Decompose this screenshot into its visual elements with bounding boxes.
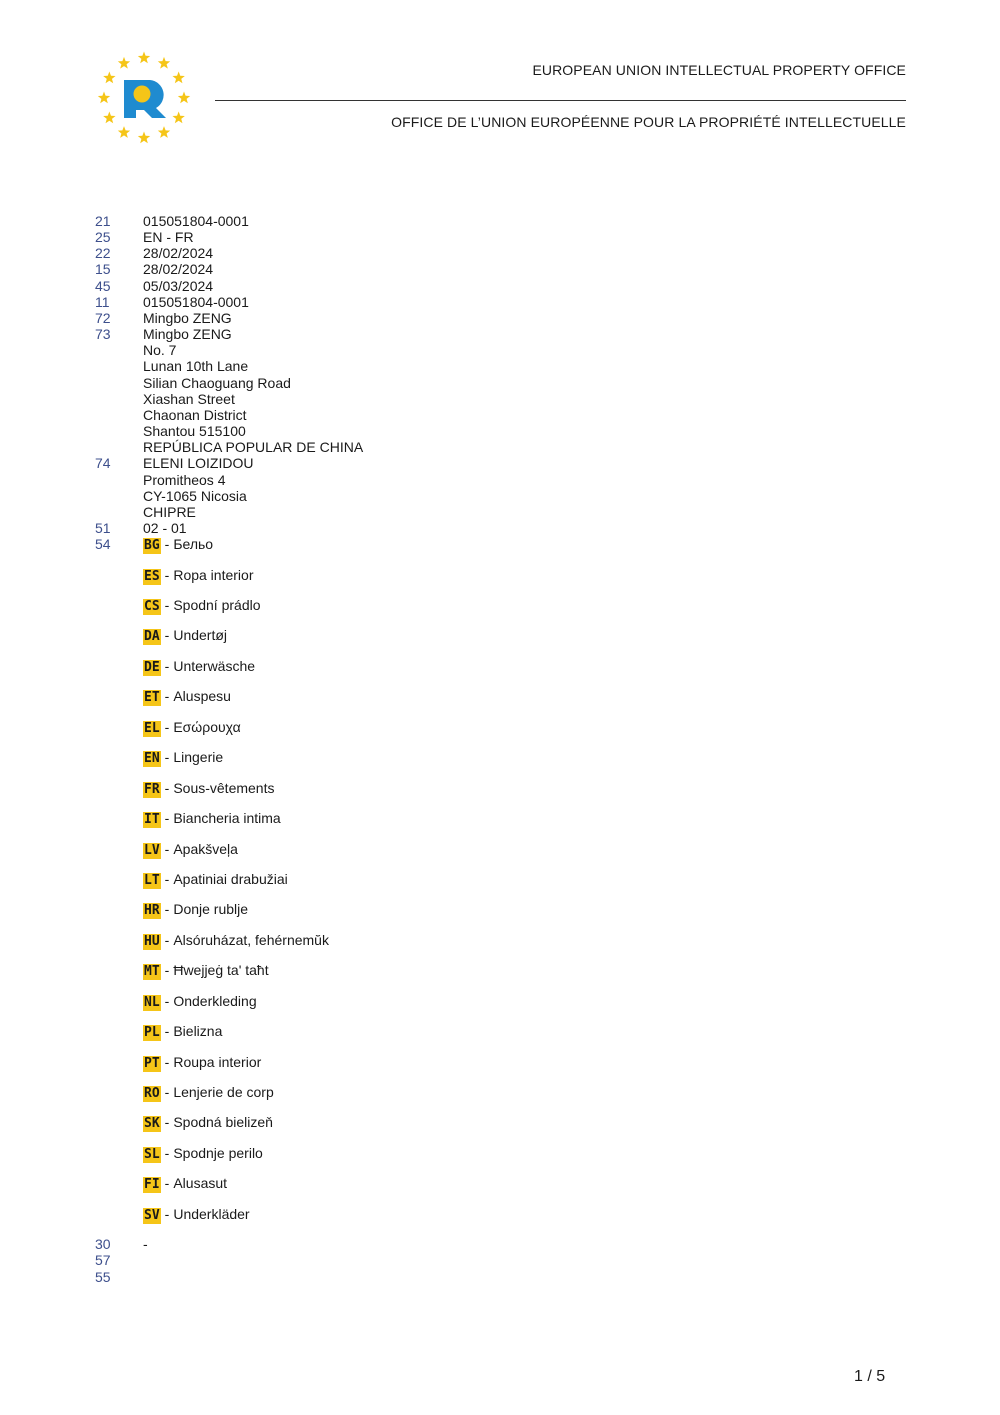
indication-text: Aluspesu: [173, 688, 231, 705]
indication-text: Underkläder: [173, 1205, 250, 1222]
star-icon: [138, 132, 150, 144]
separator: -: [164, 1144, 170, 1161]
indication-row: [95, 627, 595, 657]
field-code: [95, 810, 143, 840]
field-row: [95, 278, 595, 294]
indication-row: [95, 1145, 595, 1175]
field-code: [95, 1206, 143, 1236]
indication: [143, 1084, 274, 1114]
indication-row: [95, 841, 595, 871]
separator: -: [164, 1175, 170, 1192]
separator: -: [164, 1114, 170, 1131]
language-badge: ET: [144, 690, 160, 706]
language-badge: EL: [144, 720, 160, 736]
star-icon: [178, 92, 190, 104]
language-badge: ES: [144, 568, 160, 584]
indication: [143, 901, 248, 931]
field-value: CY-1065 Nicosia: [143, 487, 247, 504]
field-code: [95, 749, 143, 779]
separator: -: [164, 597, 170, 613]
language-badge: LT: [144, 872, 160, 888]
field-row: [95, 342, 595, 358]
field-code: 21: [95, 213, 111, 229]
field-code: [95, 871, 143, 901]
page-number: 1 / 5: [854, 1368, 886, 1385]
indication-row: [95, 1206, 595, 1236]
indication-text: Spodní prádlo: [173, 597, 261, 613]
language-badge: PL: [144, 1025, 160, 1041]
field-value: 05/03/2024: [143, 277, 214, 294]
indication-row: [95, 658, 595, 688]
field-value: No. 7: [143, 342, 177, 359]
field-code: [95, 719, 143, 749]
design-record: [95, 213, 595, 1285]
star-icon: [158, 126, 170, 138]
field-value: Chaonan District: [143, 406, 247, 423]
field-value: 02 - 01: [143, 519, 187, 536]
indication: [143, 841, 238, 871]
indication: [143, 1206, 250, 1236]
field-code: [95, 932, 143, 962]
field-row: [95, 294, 595, 310]
indication: [143, 688, 231, 718]
field-code: [95, 439, 143, 455]
indication: [143, 1054, 261, 1084]
indication: [143, 627, 227, 657]
separator: -: [164, 566, 170, 583]
language-badge: BG: [144, 538, 160, 554]
language-badge: DE: [144, 659, 160, 675]
language-badge: RO: [144, 1086, 160, 1101]
field-code: 30: [95, 1236, 111, 1253]
field-value: 28/02/2024: [143, 261, 214, 278]
indication: [143, 871, 288, 901]
language-badge: NL: [144, 994, 160, 1010]
language-badge: IT: [144, 812, 160, 828]
indication-row: [95, 1023, 595, 1053]
field-row: [95, 472, 595, 488]
field-value: Mingbo ZENG: [143, 326, 232, 343]
field-row: [95, 1269, 595, 1285]
field-code: [95, 375, 143, 391]
indication: [143, 993, 257, 1023]
field-row: [95, 391, 595, 407]
indication: [143, 962, 269, 992]
indication: [143, 719, 241, 749]
field-value: Promitheos 4: [143, 471, 226, 488]
indication-text: Εσώρουχα: [173, 718, 241, 735]
field-row: [95, 375, 595, 391]
field-value: ELENI LOIZIDOU: [143, 455, 254, 472]
field-code: 11: [95, 293, 110, 310]
separator: -: [164, 1023, 170, 1040]
language-badge: DA: [144, 629, 160, 645]
indication: [143, 1145, 263, 1175]
star-icon: [118, 126, 130, 138]
field-row: [95, 213, 595, 229]
field-code: 22: [95, 245, 111, 262]
euipo-logo: [96, 50, 192, 146]
field-value: Xiashan Street: [143, 390, 235, 407]
field-row: [95, 245, 595, 261]
language-badge: SL: [144, 1146, 160, 1162]
indication-row: [95, 962, 595, 992]
indication: [143, 932, 329, 962]
separator: -: [164, 1053, 170, 1070]
indication-row: [95, 1114, 595, 1144]
field-row: [95, 488, 595, 504]
separator: -: [164, 1205, 170, 1222]
star-icon: [118, 57, 130, 69]
indication-text: Alsóruházat, fehérnemŭk: [173, 931, 329, 948]
star-icon: [103, 72, 115, 84]
language-badge: FI: [144, 1177, 160, 1193]
indication-text: Spodná bielizeň: [173, 1114, 273, 1131]
field-code: [95, 962, 143, 992]
field-code: 73: [95, 326, 111, 343]
indication-row: [95, 780, 595, 810]
indication-text: Ropa interior: [173, 566, 254, 583]
indication-row: [95, 567, 595, 597]
field-code: 74: [95, 455, 111, 472]
indication: [143, 810, 281, 840]
field-code: [95, 1114, 143, 1144]
star-icon: [138, 52, 150, 64]
indication-row: [95, 719, 595, 749]
indication-text: Lingerie: [173, 749, 224, 766]
separator: -: [164, 688, 170, 705]
language-badge: MT: [144, 964, 160, 980]
field-code: [95, 1084, 143, 1114]
field-code: 45: [95, 277, 111, 294]
indication-text: Roupa interior: [173, 1053, 262, 1070]
indication-text: Ħwejjeġ ta' taħt: [173, 962, 269, 979]
language-badge: HU: [144, 933, 160, 949]
indication-text: Spodnje perilo: [173, 1144, 263, 1161]
field-value: 015051804-0001: [143, 213, 249, 229]
field-row: [95, 504, 595, 520]
sun-circle-icon: [134, 86, 151, 103]
indication-row: [95, 749, 595, 779]
field-row: [95, 455, 595, 471]
field-code: [95, 407, 143, 423]
indication-row: [95, 871, 595, 901]
field-row: [95, 423, 595, 439]
indication-text: Biancheria intima: [173, 810, 281, 827]
indication-row: [95, 1084, 595, 1114]
language-badge: PT: [144, 1055, 160, 1071]
separator: -: [164, 810, 170, 827]
indication-text: Sous-vêtements: [173, 779, 275, 796]
indication: [143, 567, 253, 597]
separator: -: [164, 657, 170, 674]
indication-row: [95, 688, 595, 718]
field-code: [95, 993, 143, 1023]
indication: [143, 780, 275, 810]
language-badge: HR: [144, 903, 160, 919]
field-value: -: [143, 1236, 148, 1253]
field-code: 72: [95, 309, 111, 326]
separator: -: [164, 840, 170, 857]
star-icon: [103, 112, 115, 124]
field-code: [95, 342, 143, 358]
indication-row: [95, 932, 595, 962]
field-row: [95, 1236, 595, 1252]
language-badge: CS: [144, 599, 160, 614]
star-icon: [172, 112, 184, 124]
separator: -: [164, 992, 170, 1009]
field-code: [95, 358, 143, 374]
separator: -: [164, 536, 170, 553]
field-code: [95, 780, 143, 810]
field-code: 25: [95, 229, 111, 246]
field-value: 015051804-0001: [143, 293, 249, 310]
field-row: [95, 310, 595, 326]
indication: [143, 597, 261, 627]
field-value: REPÚBLICA POPULAR DE CHINA: [143, 439, 364, 456]
field-value: Silian Chaoguang Road: [143, 374, 291, 391]
field-value: Shantou 515100: [143, 423, 246, 440]
indication-text: Бельо: [173, 536, 214, 553]
separator: -: [164, 962, 170, 979]
separator: -: [164, 931, 170, 948]
indication-text: Donje rublje: [173, 901, 249, 918]
field-row: [95, 229, 595, 245]
indication-row: [95, 993, 595, 1023]
field-code: [95, 597, 143, 627]
field-code: 55: [95, 1268, 111, 1285]
field-value: Lunan 10th Lane: [143, 358, 249, 375]
indication-text: Onderkleding: [173, 992, 257, 1009]
indication: [143, 658, 255, 688]
field-value: EN - FR: [143, 229, 194, 246]
field-code: [95, 658, 143, 688]
field-code: [95, 488, 143, 504]
field-code: [95, 504, 143, 520]
field-code: [95, 472, 143, 488]
indication-text: Apatiniai drabužiai: [173, 870, 288, 887]
indication-row: [95, 901, 595, 931]
field-code: [95, 688, 143, 718]
field-row: [95, 1252, 595, 1268]
indication-text: Lenjerie de corp: [173, 1084, 274, 1100]
field-code: [95, 567, 143, 597]
indication: [143, 1023, 222, 1053]
indication-text: Unterwäsche: [173, 657, 256, 674]
field-code: [95, 1145, 143, 1175]
indication-row: [95, 597, 595, 627]
field-code: 51: [95, 519, 111, 536]
field-value: Mingbo ZENG: [143, 309, 232, 326]
separator: -: [164, 870, 170, 887]
indication: [143, 536, 213, 566]
separator: -: [164, 749, 170, 766]
field-code: 54: [95, 536, 111, 553]
field-code: [95, 1023, 143, 1053]
field-row: [95, 358, 595, 374]
office-name-en: EUROPEAN UNION INTELLECTUAL PROPERTY OFFICE: [532, 62, 906, 78]
office-name-fr: OFFICE DE L’UNION EUROPÉENNE POUR LA PROPRIÉTÉ INTELLECTUELLE: [391, 114, 906, 130]
language-badge: EN: [144, 751, 160, 767]
field-row: [95, 407, 595, 423]
language-badge: SV: [144, 1207, 160, 1223]
field-row: [95, 439, 595, 455]
indication-row: [95, 536, 595, 566]
star-icon: [172, 72, 184, 84]
separator: -: [164, 779, 170, 796]
language-badge: FR: [144, 781, 160, 797]
indication-text: Alusasut: [173, 1175, 228, 1192]
field-code: [95, 391, 143, 407]
separator: -: [164, 718, 170, 735]
indication-row: [95, 1054, 595, 1084]
header-divider: [215, 100, 906, 101]
field-code: [95, 841, 143, 871]
language-badge: SK: [144, 1116, 160, 1132]
indication-text: Apakšveļa: [173, 840, 238, 857]
field-code: 15: [95, 261, 111, 278]
field-code: [95, 901, 143, 931]
indication-row: [95, 1175, 595, 1205]
field-row: [95, 326, 595, 342]
field-code: 57: [95, 1252, 111, 1269]
field-value: 28/02/2024: [143, 245, 214, 262]
separator: -: [164, 901, 170, 918]
field-code: [95, 1175, 143, 1205]
indication: [143, 1114, 273, 1144]
field-code: [95, 423, 143, 439]
separator: -: [164, 627, 170, 644]
indication-text: Bielizna: [173, 1023, 223, 1040]
field-row: [95, 261, 595, 277]
indication: [143, 749, 223, 779]
indication: [143, 1175, 227, 1205]
field-row: [95, 520, 595, 536]
language-badge: LV: [144, 842, 160, 858]
star-icon: [98, 92, 110, 104]
separator: -: [164, 1084, 170, 1100]
star-icon: [158, 57, 170, 69]
indication-row: [95, 810, 595, 840]
field-code: [95, 627, 143, 657]
indication-text: Undertøj: [173, 627, 228, 644]
field-value: CHIPRE: [143, 503, 196, 520]
field-code: [95, 1054, 143, 1084]
